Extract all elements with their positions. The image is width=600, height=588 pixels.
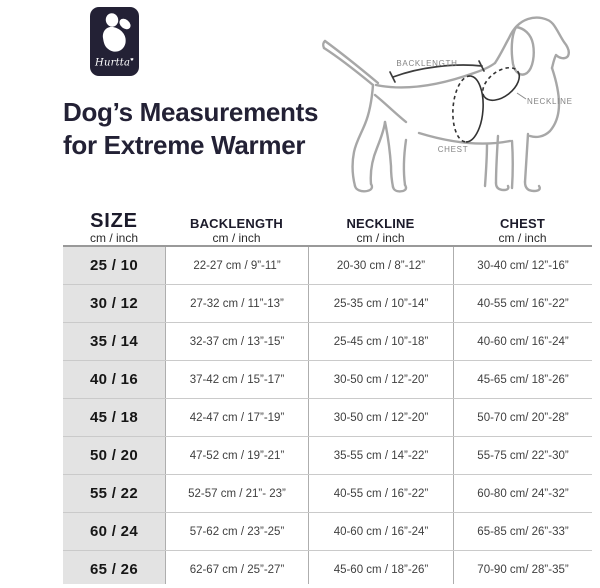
- size-cell: 65 / 26: [63, 551, 165, 584]
- chest-cell: 55-75 cm/ 22”-30”: [453, 437, 592, 474]
- neckline-cell: 35-55 cm / 14”-22”: [308, 437, 453, 474]
- backlength-label: BACKLENGTH: [396, 59, 458, 68]
- logo-wordmark: Hurtta♥: [95, 57, 134, 69]
- size-cell: 35 / 14: [63, 323, 165, 360]
- backlength-cell: 62-67 cm / 25”-27”: [165, 551, 308, 584]
- chest-annotation: [451, 75, 486, 143]
- backlength-cell: 32-37 cm / 13”-15”: [165, 323, 308, 360]
- size-cell: 45 / 18: [63, 399, 165, 436]
- chest-cell: 45-65 cm/ 18”-26”: [453, 361, 592, 398]
- neckline-cell: 30-50 cm / 12”-20”: [308, 361, 453, 398]
- size-table-header: [63, 209, 592, 247]
- table-row: [63, 399, 592, 437]
- neckline-cell: 40-60 cm / 16”-24”: [308, 513, 453, 550]
- chest-cell: 40-55 cm/ 16”-22”: [453, 285, 592, 322]
- neckline-cell: 20-30 cm / 8”-12”: [308, 247, 453, 284]
- backlength-cell: 42-47 cm / 17”-19”: [165, 399, 308, 436]
- page-title-line2: for Extreme Warmer: [63, 130, 306, 160]
- chest-cell: 70-90 cm/ 28”-35”: [453, 551, 592, 584]
- header-neckline-label: NECKLINE: [346, 216, 415, 231]
- table-row: [63, 551, 592, 584]
- backlength-cell: 27-32 cm / 11”-13”: [165, 285, 308, 322]
- chest-cell: 65-85 cm/ 26”-33”: [453, 513, 592, 550]
- table-row: [63, 475, 592, 513]
- table-row: [63, 323, 592, 361]
- page-title-line1: Dog’s Measurements: [63, 97, 319, 127]
- table-row: [63, 437, 592, 475]
- backlength-cell: 22-27 cm / 9”-11”: [165, 247, 308, 284]
- header-backlength: [165, 217, 308, 245]
- table-row: [63, 361, 592, 399]
- neckline-cell: 30-50 cm / 12”-20”: [308, 399, 453, 436]
- backlength-cell: 57-62 cm / 23”-25”: [165, 513, 308, 550]
- header-neckline: [308, 217, 453, 245]
- table-row: [63, 285, 592, 323]
- neckline-cell: 45-60 cm / 18”-26”: [308, 551, 453, 584]
- neckline-cell: 40-55 cm / 16”-22”: [308, 475, 453, 512]
- header-backlength-label: BACKLENGTH: [190, 216, 283, 231]
- header-chest-unit: cm / inch: [498, 231, 547, 245]
- size-cell: 25 / 10: [63, 247, 165, 284]
- neckline-cell: 25-45 cm / 10”-18”: [308, 323, 453, 360]
- chest-label: CHEST: [437, 145, 469, 154]
- neckline-label: NECKLINE: [527, 97, 573, 106]
- chest-cell: 30-40 cm/ 12”-16”: [453, 247, 592, 284]
- neckline-cell: 25-35 cm / 10”-14”: [308, 285, 453, 322]
- table-row: [63, 513, 592, 551]
- paw-icon: [95, 12, 135, 54]
- header-size-label: SIZE: [90, 210, 138, 232]
- chest-cell: 60-80 cm/ 24”-32”: [453, 475, 592, 512]
- header-neckline-unit: cm / inch: [356, 231, 405, 245]
- page-title: [63, 96, 363, 162]
- size-table-body: [63, 247, 592, 584]
- table-row: [63, 247, 592, 285]
- chest-cell: 40-60 cm/ 16”-24”: [453, 323, 592, 360]
- chest-cell: 50-70 cm/ 20”-28”: [453, 399, 592, 436]
- header-backlength-unit: cm / inch: [212, 231, 261, 245]
- hurtta-logo: [90, 7, 139, 76]
- backlength-cell: 37-42 cm / 15”-17”: [165, 361, 308, 398]
- size-cell: 50 / 20: [63, 437, 165, 474]
- size-cell: 60 / 24: [63, 513, 165, 550]
- size-cell: 30 / 12: [63, 285, 165, 322]
- backlength-cell: 52-57 cm / 21”- 23”: [165, 475, 308, 512]
- header-size-unit: cm / inch: [89, 231, 138, 245]
- size-cell: 40 / 16: [63, 361, 165, 398]
- header-chest: [453, 217, 592, 245]
- header-size: [63, 212, 165, 245]
- size-table: [63, 209, 592, 584]
- logo-heart-mark: ♥: [130, 57, 134, 62]
- neckline-leader-line: [517, 93, 526, 99]
- dog-measurement-diagram: [320, 0, 600, 196]
- size-cell: 55 / 22: [63, 475, 165, 512]
- backlength-cell: 47-52 cm / 19”-21”: [165, 437, 308, 474]
- header-chest-label: CHEST: [499, 216, 546, 231]
